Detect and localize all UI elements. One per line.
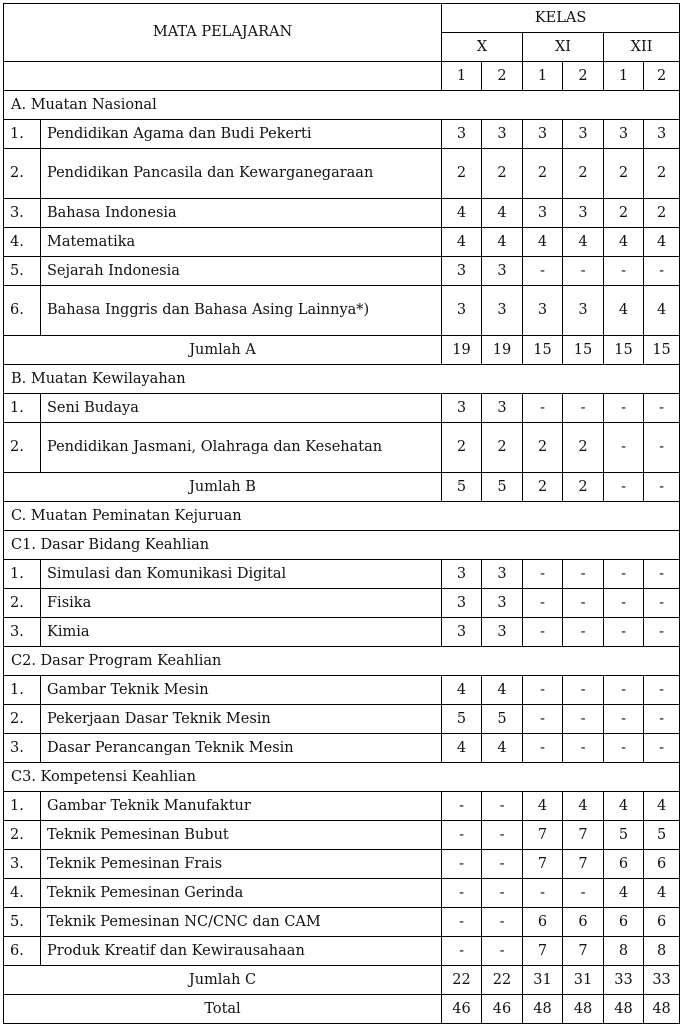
hours-cell: - (604, 423, 644, 473)
total-cell: 33 (604, 966, 644, 995)
subject-name: Seni Budaya (41, 394, 442, 423)
hours-cell: 7 (523, 850, 563, 879)
hours-cell: 2 (523, 149, 563, 199)
hours-cell: 4 (442, 228, 482, 257)
hours-cell: 2 (563, 149, 604, 199)
subsection-title: C2. Dasar Program Keahlian (4, 647, 680, 676)
hours-cell: 2 (442, 149, 482, 199)
hours-cell: 2 (563, 423, 604, 473)
subject-name: Gambar Teknik Mesin (41, 676, 442, 705)
hours-cell: - (523, 618, 563, 647)
row-number: 2. (4, 821, 41, 850)
hours-cell: 5 (604, 821, 644, 850)
hours-cell: 3 (482, 560, 523, 589)
hours-cell: 3 (563, 199, 604, 228)
section-total (4, 473, 680, 502)
hours-cell: 4 (442, 676, 482, 705)
hours-cell: 6 (604, 850, 644, 879)
hours-cell: - (523, 257, 563, 286)
hours-cell: 3 (442, 286, 482, 336)
hours-cell: 3 (442, 560, 482, 589)
hours-cell: 5 (644, 821, 680, 850)
hours-cell: - (523, 589, 563, 618)
hours-cell: - (644, 589, 680, 618)
subject-name: Gambar Teknik Manufaktur (41, 792, 442, 821)
row-number: 3. (4, 734, 41, 763)
section-total-label: Jumlah C (4, 966, 442, 995)
subsection-title: C1. Dasar Bidang Keahlian (4, 531, 680, 560)
subject-name: Fisika (41, 589, 442, 618)
hours-cell: - (523, 560, 563, 589)
subject-name: Teknik Pemesinan NC/CNC dan CAM (41, 908, 442, 937)
total-cell: 5 (482, 473, 523, 502)
hours-cell: - (563, 676, 604, 705)
subject-name: Teknik Pemesinan Gerinda (41, 879, 442, 908)
hours-cell: 2 (523, 423, 563, 473)
hours-cell: 4 (563, 228, 604, 257)
total-cell: 15 (644, 336, 680, 365)
hours-cell: 3 (482, 257, 523, 286)
total-cell: 22 (442, 966, 482, 995)
subject-name: Matematika (41, 228, 442, 257)
total-cell: - (644, 473, 680, 502)
section-title: A. Muatan Nasional (4, 91, 680, 120)
subsection-title: C3. Kompetensi Keahlian (4, 763, 680, 792)
total-cell: 33 (644, 966, 680, 995)
row-number: 6. (4, 937, 41, 966)
hours-cell: - (604, 560, 644, 589)
hours-cell: - (604, 394, 644, 423)
subject-name: Simulasi dan Komunikasi Digital (41, 560, 442, 589)
row-number: 3. (4, 850, 41, 879)
table-row (4, 589, 680, 618)
row-number: 1. (4, 120, 41, 149)
hours-cell: - (482, 850, 523, 879)
hours-cell: - (604, 589, 644, 618)
total-cell: 48 (563, 995, 604, 1024)
table-row (4, 618, 680, 647)
hours-cell: - (523, 879, 563, 908)
section-total (4, 966, 680, 995)
hours-cell: - (442, 792, 482, 821)
hours-cell: - (563, 394, 604, 423)
semester-header: 2 (644, 62, 680, 91)
table-row (4, 734, 680, 763)
semester-header: 1 (604, 62, 644, 91)
subject-name: Pendidikan Jasmani, Olahraga dan Kesehatan (41, 423, 442, 473)
curriculum-table (3, 3, 680, 1024)
hours-cell: 5 (442, 705, 482, 734)
hours-cell: - (442, 850, 482, 879)
hours-cell: 4 (442, 199, 482, 228)
section-title: C. Muatan Peminatan Kejuruan (4, 502, 680, 531)
hours-cell: 3 (523, 199, 563, 228)
total-cell: 2 (563, 473, 604, 502)
hours-cell: - (604, 618, 644, 647)
hours-cell: - (644, 618, 680, 647)
hours-cell: - (563, 257, 604, 286)
hours-cell: 4 (482, 199, 523, 228)
subject-name: Produk Kreatif dan Kewirausahaan (41, 937, 442, 966)
hours-cell: - (644, 257, 680, 286)
table-row (4, 257, 680, 286)
hours-cell: 8 (604, 937, 644, 966)
hours-cell: - (482, 908, 523, 937)
table-row (4, 676, 680, 705)
hours-cell: 3 (442, 618, 482, 647)
hours-cell: - (604, 734, 644, 763)
hours-cell: 2 (604, 149, 644, 199)
hours-cell: - (482, 937, 523, 966)
hours-cell: - (442, 908, 482, 937)
hours-cell: - (563, 705, 604, 734)
table-row (4, 286, 680, 336)
semester-header: 2 (563, 62, 604, 91)
hours-cell: 4 (604, 228, 644, 257)
hours-cell: 8 (644, 937, 680, 966)
total-cell: 5 (442, 473, 482, 502)
section-total (4, 336, 680, 365)
subject-name: Sejarah Indonesia (41, 257, 442, 286)
grade-header-xii: XII (604, 33, 680, 62)
hours-cell: 2 (442, 423, 482, 473)
hours-cell: - (482, 792, 523, 821)
subject-name: Pendidikan Pancasila dan Kewarganegaraan (41, 149, 442, 199)
hours-cell: 7 (563, 937, 604, 966)
total-cell: 48 (523, 995, 563, 1024)
table-row (4, 423, 680, 473)
hours-cell: 3 (482, 286, 523, 336)
row-number: 1. (4, 394, 41, 423)
row-number: 4. (4, 879, 41, 908)
table-row (4, 394, 680, 423)
subject-name: Teknik Pemesinan Frais (41, 850, 442, 879)
hours-cell: - (523, 734, 563, 763)
hours-cell: - (523, 394, 563, 423)
hours-cell: 3 (482, 618, 523, 647)
hours-cell: - (644, 423, 680, 473)
hours-cell: - (644, 394, 680, 423)
subject-name: Pendidikan Agama dan Budi Pekerti (41, 120, 442, 149)
total-cell: 15 (523, 336, 563, 365)
hours-cell: - (442, 879, 482, 908)
section-total-label: Jumlah A (4, 336, 442, 365)
hours-cell: 7 (523, 821, 563, 850)
hours-cell: - (563, 560, 604, 589)
hours-cell: 7 (563, 850, 604, 879)
table-row (4, 792, 680, 821)
hours-cell: 4 (523, 228, 563, 257)
hours-cell: - (644, 705, 680, 734)
total-cell: 48 (644, 995, 680, 1024)
hours-cell: 2 (644, 199, 680, 228)
grade-header-xi: XI (523, 33, 604, 62)
total-cell: - (604, 473, 644, 502)
hours-cell: 3 (482, 394, 523, 423)
hours-cell: 4 (482, 734, 523, 763)
hours-cell: - (644, 734, 680, 763)
grade-header-x: X (442, 33, 523, 62)
hours-cell: 4 (604, 879, 644, 908)
hours-cell: 2 (644, 149, 680, 199)
hours-cell: 4 (442, 734, 482, 763)
table-row (4, 120, 680, 149)
hours-cell: 3 (442, 257, 482, 286)
hours-cell: 4 (563, 792, 604, 821)
semester-header: 1 (442, 62, 482, 91)
hours-cell: - (523, 676, 563, 705)
hours-cell: - (563, 879, 604, 908)
hours-cell: 4 (644, 879, 680, 908)
row-number: 5. (4, 908, 41, 937)
subject-name: Bahasa Inggris dan Bahasa Asing Lainnya*) (41, 286, 442, 336)
table-row (4, 850, 680, 879)
hours-cell: 4 (482, 228, 523, 257)
hours-cell: 3 (604, 120, 644, 149)
hours-cell: 3 (482, 120, 523, 149)
semester-header: 1 (523, 62, 563, 91)
grand-total-label: Total (4, 995, 442, 1024)
table-row (4, 149, 680, 199)
total-cell: 48 (604, 995, 644, 1024)
hours-cell: - (523, 705, 563, 734)
hours-cell: 3 (523, 120, 563, 149)
hours-cell: 4 (644, 792, 680, 821)
total-cell: 19 (442, 336, 482, 365)
subject-name: Kimia (41, 618, 442, 647)
hours-cell: 6 (644, 850, 680, 879)
table-row (4, 199, 680, 228)
row-number: 2. (4, 149, 41, 199)
hours-cell: - (563, 618, 604, 647)
hours-cell: - (442, 821, 482, 850)
hours-cell: - (482, 821, 523, 850)
hours-cell: 6 (523, 908, 563, 937)
total-cell: 46 (482, 995, 523, 1024)
hours-cell: 7 (563, 821, 604, 850)
hours-cell: - (644, 676, 680, 705)
hours-cell: 2 (604, 199, 644, 228)
subject-name: Bahasa Indonesia (41, 199, 442, 228)
hours-cell: - (604, 257, 644, 286)
hours-cell: 2 (482, 423, 523, 473)
subject-name: Dasar Perancangan Teknik Mesin (41, 734, 442, 763)
hours-cell: 3 (563, 286, 604, 336)
row-number: 5. (4, 257, 41, 286)
hours-cell: 4 (604, 286, 644, 336)
table-row (4, 879, 680, 908)
row-number: 2. (4, 423, 41, 473)
hours-cell: 6 (604, 908, 644, 937)
hours-cell: 3 (482, 589, 523, 618)
row-number: 1. (4, 560, 41, 589)
hours-cell: - (442, 937, 482, 966)
hours-cell: 3 (442, 120, 482, 149)
row-number: 1. (4, 792, 41, 821)
total-cell: 15 (604, 336, 644, 365)
subject-name: Pekerjaan Dasar Teknik Mesin (41, 705, 442, 734)
hours-cell: - (563, 589, 604, 618)
hours-cell: 3 (442, 589, 482, 618)
hours-cell: 3 (563, 120, 604, 149)
section-title: B. Muatan Kewilayahan (4, 365, 680, 394)
table-row (4, 937, 680, 966)
subject-header: MATA PELAJARAN (4, 4, 442, 62)
hours-cell: 5 (482, 705, 523, 734)
table-row (4, 560, 680, 589)
hours-cell: 2 (482, 149, 523, 199)
hours-cell: - (604, 676, 644, 705)
table-row (4, 908, 680, 937)
hours-cell: 7 (523, 937, 563, 966)
hours-cell: 6 (563, 908, 604, 937)
subject-name: Teknik Pemesinan Bubut (41, 821, 442, 850)
total-cell: 19 (482, 336, 523, 365)
hours-cell: 3 (523, 286, 563, 336)
table-row (4, 228, 680, 257)
kelas-header: KELAS (442, 4, 680, 33)
total-cell: 31 (523, 966, 563, 995)
row-number: 2. (4, 589, 41, 618)
row-number: 1. (4, 676, 41, 705)
hours-cell: 4 (644, 228, 680, 257)
hours-cell: 6 (644, 908, 680, 937)
hours-cell: 4 (644, 286, 680, 336)
total-cell: 2 (523, 473, 563, 502)
row-number: 3. (4, 618, 41, 647)
row-number: 4. (4, 228, 41, 257)
subject-header-spacer (4, 62, 442, 91)
total-cell: 22 (482, 966, 523, 995)
row-number: 2. (4, 705, 41, 734)
row-number: 3. (4, 199, 41, 228)
semester-header: 2 (482, 62, 523, 91)
total-cell: 15 (563, 336, 604, 365)
row-number: 6. (4, 286, 41, 336)
hours-cell: 4 (604, 792, 644, 821)
table-row (4, 821, 680, 850)
total-cell: 46 (442, 995, 482, 1024)
hours-cell: 3 (442, 394, 482, 423)
hours-cell: 3 (644, 120, 680, 149)
total-cell: 31 (563, 966, 604, 995)
hours-cell: 4 (482, 676, 523, 705)
hours-cell: - (482, 879, 523, 908)
hours-cell: 4 (523, 792, 563, 821)
hours-cell: - (604, 705, 644, 734)
hours-cell: - (644, 560, 680, 589)
section-total-label: Jumlah B (4, 473, 442, 502)
table-row (4, 705, 680, 734)
hours-cell: - (563, 734, 604, 763)
grand-total (4, 995, 680, 1024)
